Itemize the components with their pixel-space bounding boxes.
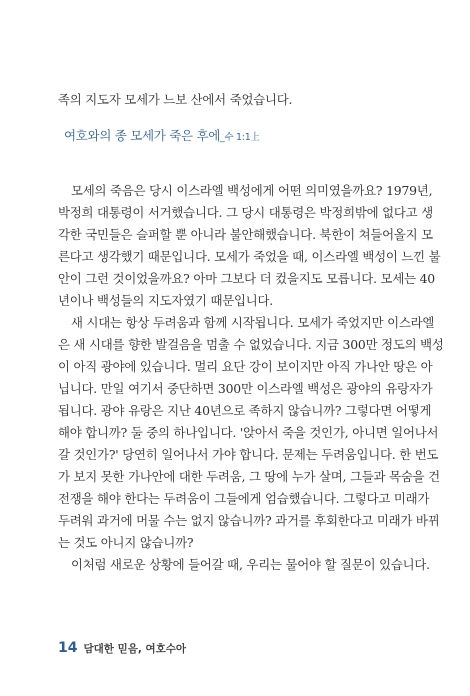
body-line: 가 보지 못한 가나안에 대한 두려움, 그 땅에 누가 살며, 그들과 목숨을 건 [58,469,440,484]
body-line: 이 아직 광야에 있습니다. 멀리 요단 강이 보이지만 아직 가나안 땅은 아 [58,359,433,374]
first-line: 족의 지도자 모세가 느보 산에서 죽었습니다. [58,92,293,107]
body-line: 은 새 시대를 향한 발걸음을 멈출 수 없었습니다. 지금 300만 정도의 백성 [58,337,444,352]
body-line: 각한 국민들은 슬퍼할 뿐 아니라 불안해했습니다. 북한이 쳐들어올지 모 [58,227,433,242]
heading-title: 여호와의 종 모세가 죽은 후에 [64,128,220,143]
body-line: 박정희 대통령이 서거했습니다. 그 당시 대통령은 박정희밖에 없다고 생 [58,205,433,220]
body-line: 른다고 생각했기 때문입니다. 모세가 죽었을 때, 이스라엘 백성이 느낀 불 [58,249,441,264]
body-line: 새 시대는 항상 두려움과 함께 시작됩니다. 모세가 죽었지만 이스라엘 [71,315,435,330]
heading-reference: _수 1:1上 [220,132,260,143]
page-number: 14 [58,640,78,656]
body-line: 두려워 과거에 머물 수는 없지 않습니까? 과거를 후회한다고 미래가 바뀌 [58,513,440,528]
body-line: 는 것도 아니지 않습니까? [58,535,194,550]
section-heading [64,128,260,146]
body-line: 모세의 죽음은 당시 이스라엘 백성에게 어떤 의미였을까요? 1979년, [71,183,433,198]
body-line: 안이 그런 것이었을까요? 아마 그보다 더 컸을지도 모릅니다. 모세는 40 [58,271,435,286]
page-footer [58,637,186,656]
body-line: 년이나 백성들의 지도자였기 때문입니다. [58,293,274,308]
body-line: 닙니다. 만일 여기서 중단하면 300만 이스라엘 백성은 광야의 유랑자가 [58,381,433,396]
book-title: 담대한 믿음, 여호수아 [83,643,187,655]
body-line: 해야 합니까? 둘 중의 하나입니다. '앉아서 죽을 것인가, 아니면 일어나서 [58,425,439,440]
body-line: 됩니다. 광야 유랑은 지난 40년으로 족하지 않습니까? 그렇다면 어떻게 [58,403,432,418]
body-line: 전쟁을 해야 한다는 두려움이 그들에게 엄습했습니다. 그렇다고 미래가 [58,491,430,506]
body-line: 갈 것인가?' 당연히 일어나서 가야 합니다. 문제는 두려움입니다. 한 번도 [58,447,439,462]
body-line: 이처럼 새로운 상황에 들어갈 때, 우리는 물어야 할 질문이 있습니다. [71,557,430,572]
